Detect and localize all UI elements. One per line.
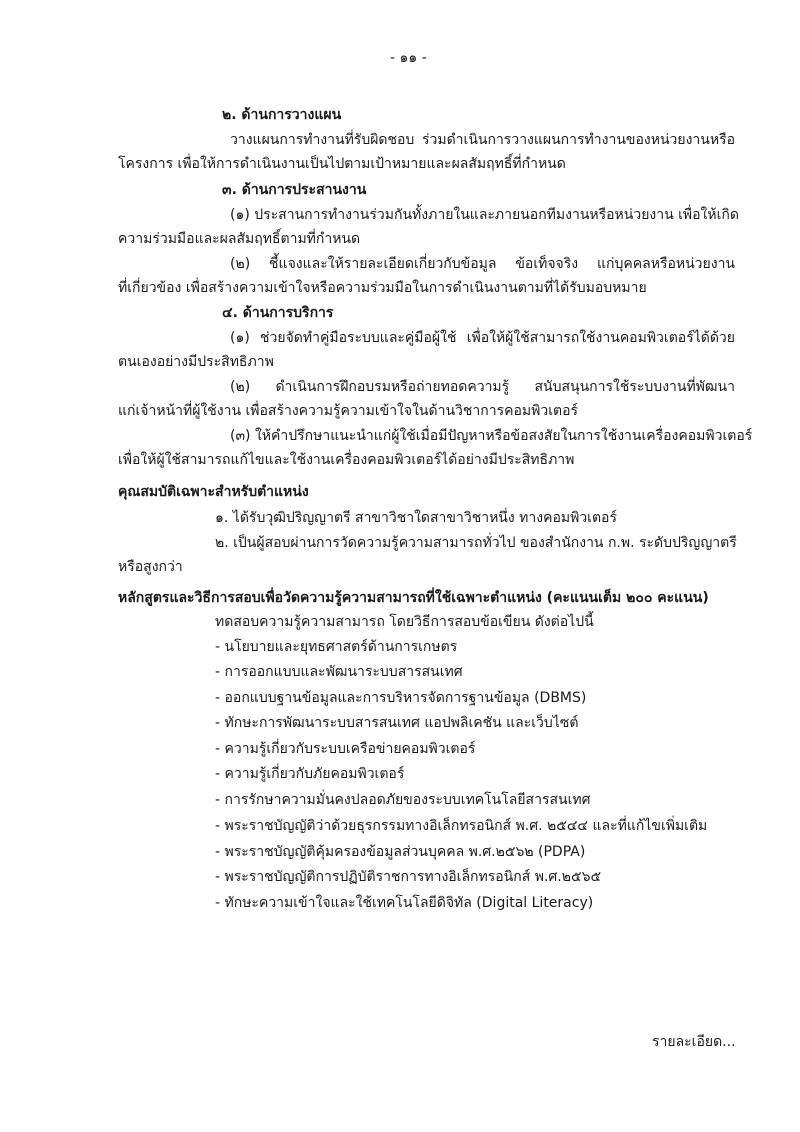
paragraph-line: (๑) ช่วยจัดทำคู่มือระบบและคู่มือผู้ใช้ เพื่อให้ผู้ใช้สามารถใช้งานคอมพิวเตอร์ได้ด้วย [230,330,735,346]
qualification-item: หรือสูงกว่า [118,559,183,575]
paragraph-line: ตนเองอย่างมีประสิทธิภาพ [118,354,274,370]
exam-topic-item: - พระราชบัญญัติการปฏิบัติราชการทางอิเล็กทรอนิกส์ พ.ศ.๒๕๖๕ [215,869,602,885]
exam-topic-item: - ทักษะความเข้าใจและใช้เทคโนโลยีดิจิทัล (Digital Literacy) [215,895,594,911]
exam-intro: ทดสอบความรู้ความสามารถ โดยวิธีการสอบข้อเขียน ดังต่อไปนี้ [215,614,594,630]
exam-topic-item: - การรักษาความมั่นคงปลอดภัยของระบบเทคโนโลยีสารสนเทศ [215,792,591,808]
paragraph-line: (๒) ชี้แจงและให้รายละเอียดเกี่ยวกับข้อมูล ข้อเท็จจริง แก่บุคคลหรือหน่วยงาน [230,256,735,272]
section-heading-planning: ๒. ด้านการวางแผน [222,107,342,123]
page-number: - ๑๑ - [390,50,427,66]
qualifications-heading: คุณสมบัติเฉพาะสำหรับตำแหน่ง [118,484,309,500]
exam-topic-item: - ความรู้เกี่ยวกับระบบเครือข่ายคอมพิวเตอร์ [215,741,476,757]
paragraph-line: ที่เกี่ยวข้อง เพื่อสร้างความเข้าใจหรือความร่วมมือในการดำเนินงานตามที่ได้รับมอบหมาย [118,280,647,296]
exam-topic-item: - ออกแบบฐานข้อมูลและการบริหารจัดการฐานข้อมูล (DBMS) [215,690,587,706]
continued-note: รายละเอียด... [652,1034,736,1050]
section-heading-coordination: ๓. ด้านการประสานงาน [222,182,367,198]
exam-topic-item: - พระราชบัญญัติว่าด้วยธุรกรรมทางอิเล็กทรอนิกส์ พ.ศ. ๒๕๔๔ และที่แก้ไขเพิ่มเติม [215,818,708,834]
qualification-item: ๒. เป็นผู้สอบผ่านการวัดความรู้ความสามารถทั่วไป ของสำนักงาน ก.พ. ระดับปริญญาตรี [215,535,737,551]
paragraph-line: เพื่อให้ผู้ใช้สามารถแก้ไขและใช้งานเครื่องคอมพิวเตอร์ได้อย่างมีประสิทธิภาพ [118,452,575,468]
paragraph-line: แก่เจ้าหน้าที่ผู้ใช้งาน เพื่อสร้างความรู้ความเข้าใจในด้านวิชาการคอมพิวเตอร์ [118,403,578,419]
exam-topic-item: - ความรู้เกี่ยวกับภัยคอมพิวเตอร์ [215,766,405,782]
paragraph-line: วางแผนการทำงานที่รับผิดชอบ ร่วมดำเนินการวางแผนการทำงานของหน่วยงานหรือ [230,132,735,148]
section-heading-service: ๔. ด้านการบริการ [222,305,334,321]
exam-topic-item: - พระราชบัญญัติคุ้มครองข้อมูลส่วนบุคคล พ.ศ.๒๕๖๒ (PDPA) [215,844,586,860]
exam-topic-item: - นโยบายและยุทธศาสตร์ด้านการเกษตร [215,639,458,655]
paragraph-line: โครงการ เพื่อให้การดำเนินงานเป็นไปตามเป้าหมายและผลสัมฤทธิ์ที่กำหนด [118,156,566,172]
paragraph-line: (๑) ประสานการทำงานร่วมกันทั้งภายในและภายนอกทีมงานหรือหน่วยงาน เพื่อให้เกิด [230,207,739,223]
paragraph-line: (๒) ดำเนินการฝึกอบรมหรือถ่ายทอดความรู้ สนับสนุนการใช้ระบบงานที่พัฒนา [230,379,735,395]
paragraph-line: ความร่วมมือและผลสัมฤทธิ์ตามที่กำหนด [118,231,361,247]
qualification-item: ๑. ได้รับวุฒิปริญญาตรี สาขาวิชาใดสาขาวิชาหนึ่ง ทางคอมพิวเตอร์ [215,510,617,526]
paragraph-line: (๓) ให้คำปรึกษาแนะนำแก่ผู้ใช้เมื่อมีปัญหาหรือข้อสงสัยในการใช้งานเครื่องคอมพิวเตอร์ [230,428,753,444]
exam-topic-item: - ทักษะการพัฒนาระบบสารสนเทศ แอปพลิเคชัน และเว็บไซต์ [215,715,579,731]
exam-heading: หลักสูตรและวิธีการสอบเพื่อวัดความรู้ความสามารถที่ใช้เฉพาะตำแหน่ง (คะแนนเต็ม ๒๐๐ คะแนน) [118,590,709,606]
exam-topic-item: - การออกแบบและพัฒนาระบบสารสนเทศ [215,664,463,680]
